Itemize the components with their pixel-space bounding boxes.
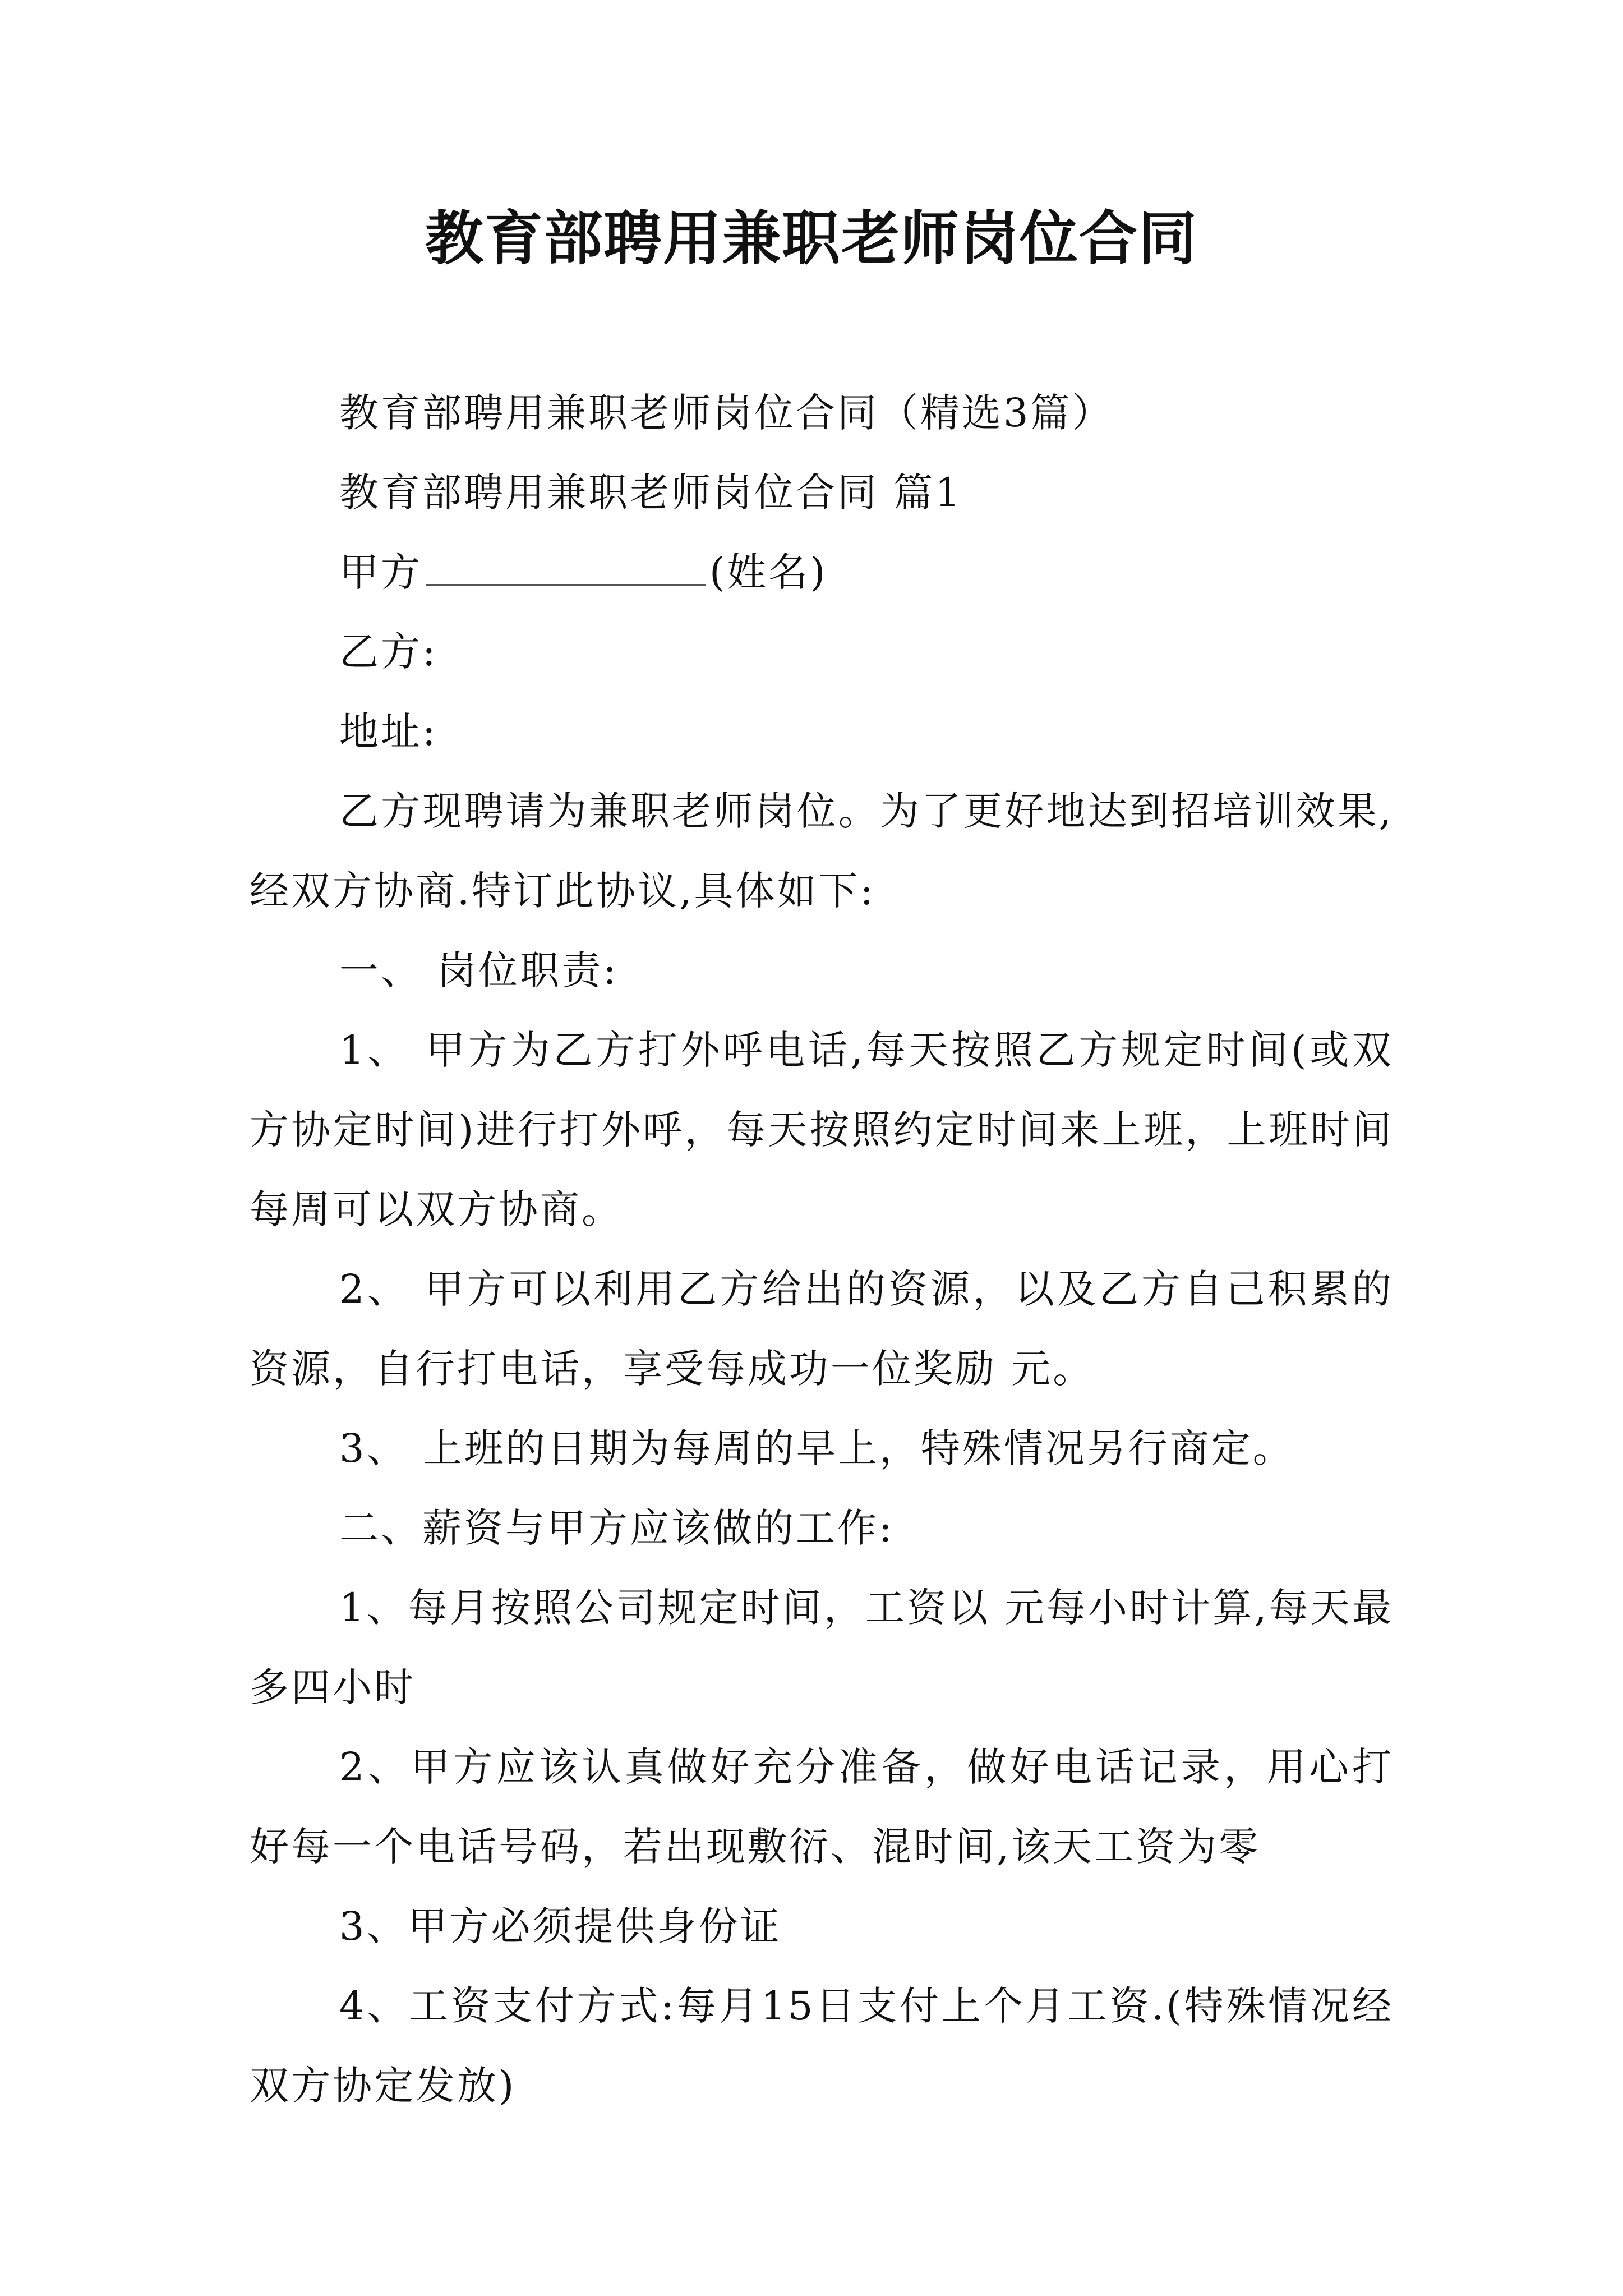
section2-item-3: 3、甲方必须提供身份证 xyxy=(339,1903,782,1949)
party-a-blank xyxy=(426,551,706,586)
party-a-suffix: (姓名) xyxy=(709,549,828,595)
section2-item-1: 1、每月按照公司规定时间，工资以 元每小时计算,每天最多四小时 xyxy=(250,1585,1394,1710)
address-line: 地址: xyxy=(339,708,438,754)
section2-item-2: 2、甲方应该认真做好充分准备，做好电话记录，用心打好每一个电话号码，若出现敷衍、混时间,该天工资为零 xyxy=(250,1744,1394,1870)
section-heading: 教育部聘用兼职老师岗位合同 篇1 xyxy=(339,470,962,516)
intro-paragraph: 乙方现聘请为兼职老师岗位。为了更好地达到招培训效果,经双方协商.特订此协议,具体如下: xyxy=(250,788,1394,914)
subtitle: 教育部聘用兼职老师岗位合同（精选3篇） xyxy=(339,390,1114,436)
section2-item-4: 4、工资支付方式:每月15日支付上个月工资.(特殊情况经双方协定发放) xyxy=(250,1983,1394,2109)
document-body xyxy=(250,373,1394,2125)
section1-heading: 一、 岗位职责: xyxy=(339,947,619,993)
party-a-line xyxy=(250,532,1394,612)
document-title: 教育部聘用兼职老师岗位合同 xyxy=(425,204,1198,273)
party-a-label: 甲方 xyxy=(339,549,422,595)
party-b-line: 乙方: xyxy=(339,629,438,675)
section1-item-2: 2、 甲方可以利用乙方给出的资源，以及乙方自己积累的资源，自行打电话，享受每成功一位奖励 元。 xyxy=(250,1266,1394,1392)
section1-item-3: 3、 上班的日期为每周的早上，特殊情况另行商定。 xyxy=(339,1425,1294,1471)
section1-item-1: 1、 甲方为乙方打外呼电话,每天按照乙方规定时间(或双方协定时间)进行打外呼，每天按照约定时间来上班，上班时间每周可以双方协商。 xyxy=(250,1027,1394,1232)
section2-heading: 二、薪资与甲方应该做的工作: xyxy=(339,1505,895,1551)
